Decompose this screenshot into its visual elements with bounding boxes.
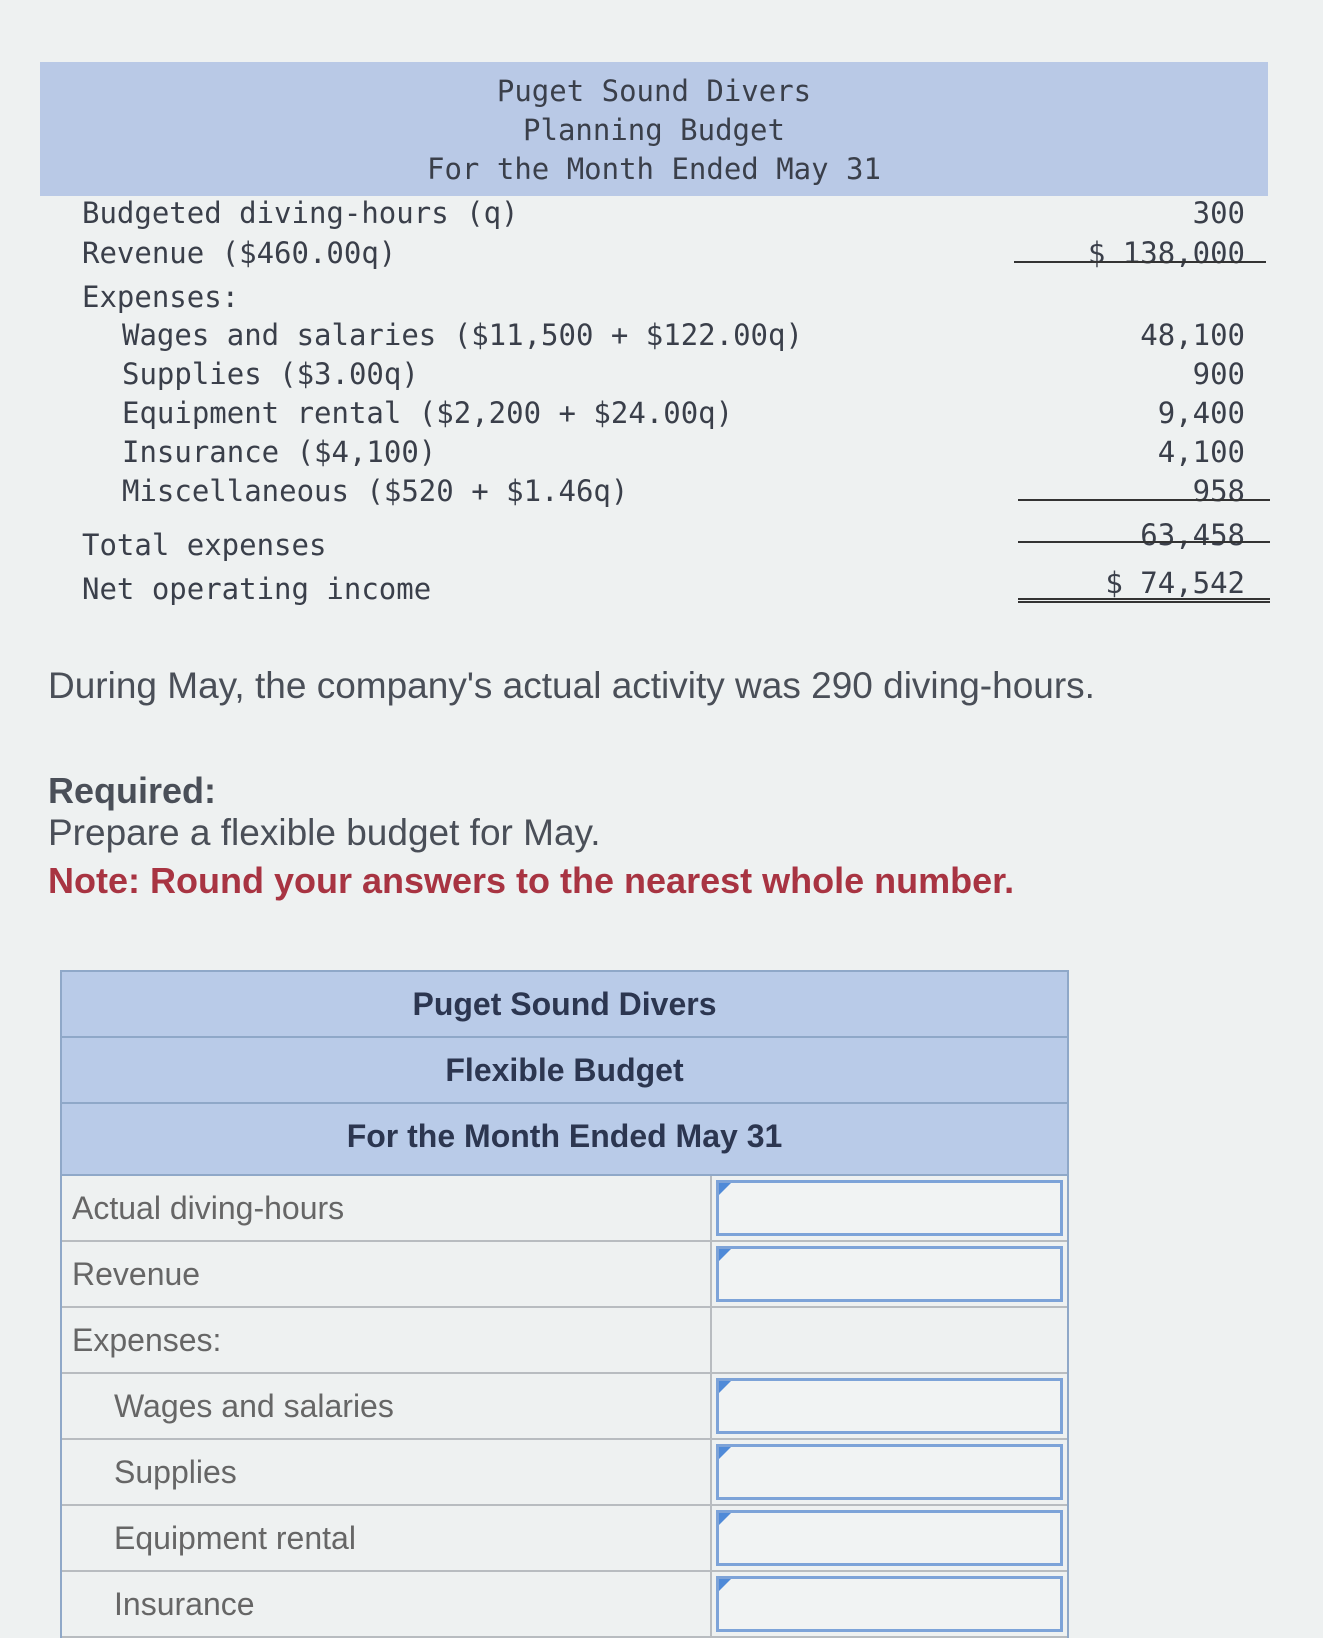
activity-text: During May, the company's actual activity was 290 diving-hours. (48, 665, 1095, 706)
required-label: Required: (48, 770, 217, 811)
wages-input[interactable] (716, 1378, 1063, 1434)
row-label: Supplies ($3.00q) (122, 357, 419, 391)
flex-company: Puget Sound Divers (62, 972, 1067, 1038)
row-label: Total expenses (82, 528, 327, 562)
row-label: Equipment rental ($2,200 + $24.00q) (122, 396, 734, 430)
table-row (62, 1242, 1067, 1308)
actual-diving-hours-input[interactable] (716, 1180, 1063, 1236)
flex-title: Flexible Budget (62, 1038, 1067, 1104)
instruction-text: Prepare a flexible budget for May. (48, 812, 601, 853)
underline (1014, 261, 1266, 263)
row-label: Net operating income (82, 572, 432, 606)
table-row (62, 1440, 1067, 1506)
row-label: Wages and salaries ($11,500 + $122.00q) (122, 318, 803, 352)
row-label: Wages and salaries (62, 1374, 712, 1438)
row-value: 63,458 (1140, 518, 1245, 552)
row-value: 900 (1192, 357, 1245, 391)
budget-title: Planning Budget (523, 113, 785, 147)
row-label: Insurance (62, 1572, 712, 1636)
row-label: Equipment rental (62, 1506, 712, 1570)
supplies-input[interactable] (716, 1444, 1063, 1500)
row-label: Expenses: (82, 280, 240, 314)
row-value: $ 138,000 (1087, 236, 1245, 270)
row-label: Miscellaneous ($520 + $1.46q) (122, 474, 629, 508)
row-value: $ 74,542 (1105, 566, 1245, 600)
equipment-rental-input[interactable] (716, 1510, 1063, 1566)
underline (1018, 499, 1270, 501)
row-value: 958 (1192, 474, 1245, 508)
flexible-budget-table (60, 970, 1069, 1638)
table-row (62, 1572, 1067, 1638)
table-row (62, 1506, 1067, 1572)
row-value: 9,400 (1157, 396, 1245, 430)
row-value: 4,100 (1157, 435, 1245, 469)
row-label: Revenue ($460.00q) (82, 236, 397, 270)
table-row (62, 1176, 1067, 1242)
row-label: Budgeted diving-hours (q) (82, 196, 519, 230)
row-label: Insurance ($4,100) (122, 435, 437, 469)
underline (1018, 541, 1270, 543)
empty-cell (716, 1312, 1063, 1368)
planning-budget-header (40, 62, 1268, 196)
table-row (62, 1308, 1067, 1374)
revenue-input[interactable] (716, 1246, 1063, 1302)
row-label: Expenses: (62, 1308, 712, 1372)
row-value: 300 (1192, 196, 1245, 230)
insurance-input[interactable] (716, 1576, 1063, 1632)
row-label: Revenue (62, 1242, 712, 1306)
row-value: 48,100 (1140, 318, 1245, 352)
budget-period: For the Month Ended May 31 (427, 152, 881, 186)
flex-period: For the Month Ended May 31 (62, 1104, 1067, 1176)
row-label: Supplies (62, 1440, 712, 1504)
table-row (62, 1374, 1067, 1440)
company-name: Puget Sound Divers (496, 74, 812, 108)
note-text: Note: Round your answers to the nearest whole number. (48, 860, 1015, 901)
row-label: Actual diving-hours (62, 1176, 712, 1240)
double-underline (1018, 598, 1270, 603)
